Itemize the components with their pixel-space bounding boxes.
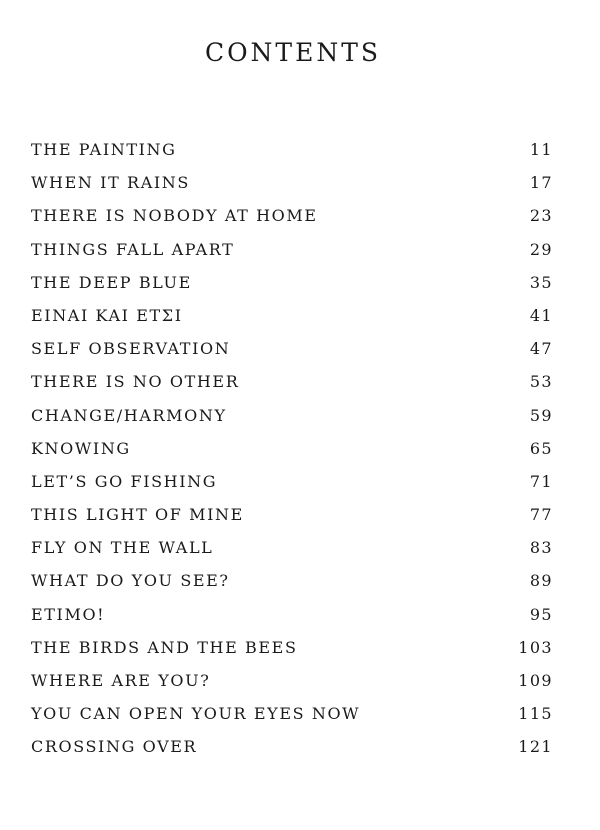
toc-entry (31, 372, 553, 405)
toc-entry-title: SELF OBSERVATION (31, 339, 231, 359)
toc-entry-page-number: 95 (529, 604, 553, 624)
toc-entry (31, 571, 553, 604)
toc-entry (31, 339, 553, 372)
toc-entry-page-number: 109 (518, 671, 553, 690)
toc-entry-title: CROSSING OVER (31, 737, 198, 757)
toc-entry (31, 737, 553, 770)
toc-entry (31, 273, 553, 306)
toc-entry-title: THERE IS NOBODY AT HOME (31, 206, 318, 226)
toc-entry-page-number: 11 (529, 140, 553, 159)
toc-entry-page-number: 115 (518, 704, 553, 724)
toc-entry-title: WHERE ARE YOU? (31, 671, 211, 690)
toc-entry-title: THE DEEP BLUE (31, 272, 192, 292)
toc-entry (31, 173, 553, 206)
toc-entry (31, 472, 553, 505)
table-of-contents (31, 140, 553, 771)
toc-entry-title: THE PAINTING (31, 140, 177, 159)
toc-entry-page-number: 17 (529, 173, 553, 193)
toc-entry (31, 638, 553, 671)
toc-entry (31, 406, 553, 439)
toc-entry (31, 605, 553, 638)
toc-entry-title: ETIMO! (31, 604, 106, 624)
toc-entry-page-number: 29 (529, 239, 553, 259)
toc-entry (31, 306, 553, 339)
page-title: CONTENTS (204, 38, 382, 67)
toc-entry-title: THIS LIGHT OF MINE (31, 505, 244, 525)
toc-entry-page-number: 83 (529, 538, 553, 558)
toc-entry-page-number: 41 (529, 305, 553, 325)
toc-entry (31, 240, 553, 273)
toc-entry (31, 206, 553, 239)
toc-entry-title: YOU CAN OPEN YOUR EYES NOW (31, 704, 361, 724)
toc-entry-page-number: 59 (529, 405, 553, 425)
toc-entry-page-number: 89 (529, 571, 553, 591)
toc-entry (31, 140, 553, 173)
toc-entry-title: LET’S GO FISHING (31, 471, 218, 491)
toc-entry-title: THE BIRDS AND THE BEES (31, 637, 298, 657)
toc-entry-page-number: 23 (529, 206, 553, 226)
toc-entry-title: FLY ON THE WALL (31, 538, 214, 558)
toc-entry-page-number: 47 (529, 339, 553, 359)
toc-entry-page-number: 121 (518, 737, 553, 757)
toc-entry (31, 671, 553, 704)
toc-entry-title: EINAI KAI ETΣI (31, 305, 183, 325)
toc-entry (31, 439, 553, 472)
toc-entry-page-number: 71 (529, 471, 553, 491)
toc-entry-page-number: 65 (529, 438, 553, 458)
toc-entry (31, 704, 553, 737)
toc-entry-title: THINGS FALL APART (31, 239, 235, 259)
toc-entry (31, 538, 553, 571)
toc-entry-title: WHEN IT RAINS (31, 173, 190, 193)
toc-entry-title: CHANGE/HARMONY (31, 405, 227, 425)
toc-entry-title: WHAT DO YOU SEE? (31, 571, 230, 591)
toc-entry (31, 505, 553, 538)
toc-entry-page-number: 53 (529, 372, 553, 392)
toc-entry-title: THERE IS NO OTHER (31, 372, 240, 392)
toc-entry-page-number: 35 (529, 272, 553, 292)
toc-entry-page-number: 77 (529, 505, 553, 525)
toc-entry-page-number: 103 (518, 637, 553, 657)
toc-entry-title: KNOWING (31, 438, 131, 458)
